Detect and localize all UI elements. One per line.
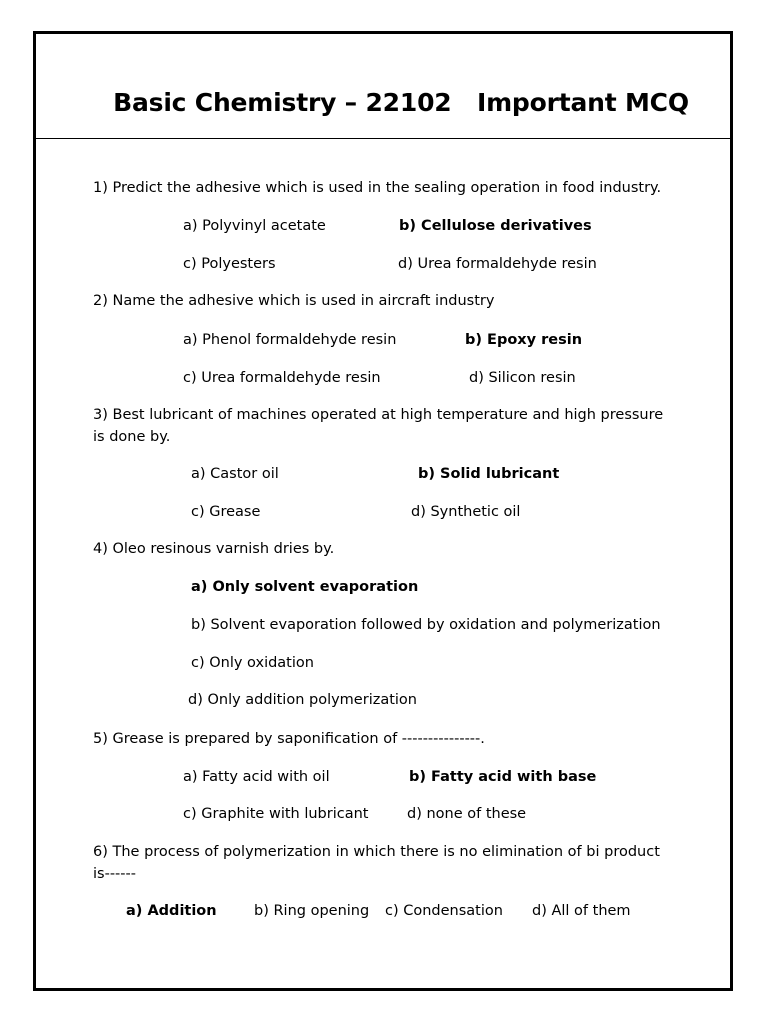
page-title: Basic Chemistry – 22102 Important MCQ [113, 88, 689, 117]
question-4-text: 4) Oleo resinous varnish dries by. [93, 541, 335, 557]
question-1-option-b-correct: b) Cellulose derivatives [399, 218, 592, 234]
question-1-option-d: d) Urea formaldehyde resin [398, 256, 597, 272]
question-3-option-c: c) Grease [191, 504, 261, 520]
question-1-text: 1) Predict the adhesive which is used in the sealing operation in food industry. [93, 180, 662, 196]
question-4-option-a-correct: a) Only solvent evaporation [191, 579, 419, 595]
question-1-option-a: a) Polyvinyl acetate [183, 218, 326, 234]
question-5-text: 5) Grease is prepared by saponification of ---------------. [93, 731, 485, 747]
question-4-option-b: b) Solvent evaporation followed by oxidation and polymerization [191, 617, 661, 633]
question-6-text: 6) The process of polymerization in which there is no elimination of bi product is------ [93, 844, 660, 882]
question-4-option-d: d) Only addition polymerization [188, 692, 417, 708]
question-3-option-b-correct: b) Solid lubricant [418, 466, 560, 482]
question-5-option-c: c) Graphite with lubricant [183, 806, 369, 822]
question-6-option-c: c) Condensation [385, 903, 503, 919]
question-6-option-d: d) All of them [532, 903, 631, 919]
question-3-option-d: d) Synthetic oil [411, 504, 521, 520]
question-6-option-a-correct: a) Addition [126, 903, 217, 919]
question-1-option-c: c) Polyesters [183, 256, 276, 272]
question-5-option-a: a) Fatty acid with oil [183, 769, 330, 785]
question-4-option-c: c) Only oxidation [191, 655, 314, 671]
question-3-option-a: a) Castor oil [191, 466, 279, 482]
question-5-option-b-correct: b) Fatty acid with base [409, 769, 597, 785]
question-5-option-d: d) none of these [407, 806, 527, 822]
question-6-option-b: b) Ring opening [254, 903, 370, 919]
question-2-text: 2) Name the adhesive which is used in aircraft industry [93, 293, 495, 309]
question-2-option-d: d) Silicon resin [469, 370, 576, 386]
question-2-option-c: c) Urea formaldehyde resin [183, 370, 381, 386]
question-2-option-a: a) Phenol formaldehyde resin [183, 332, 397, 348]
title-divider [36, 138, 730, 139]
question-3-text: 3) Best lubricant of machines operated at high temperature and high pressure is done by. [93, 407, 664, 445]
question-2-option-b-correct: b) Epoxy resin [465, 332, 583, 348]
